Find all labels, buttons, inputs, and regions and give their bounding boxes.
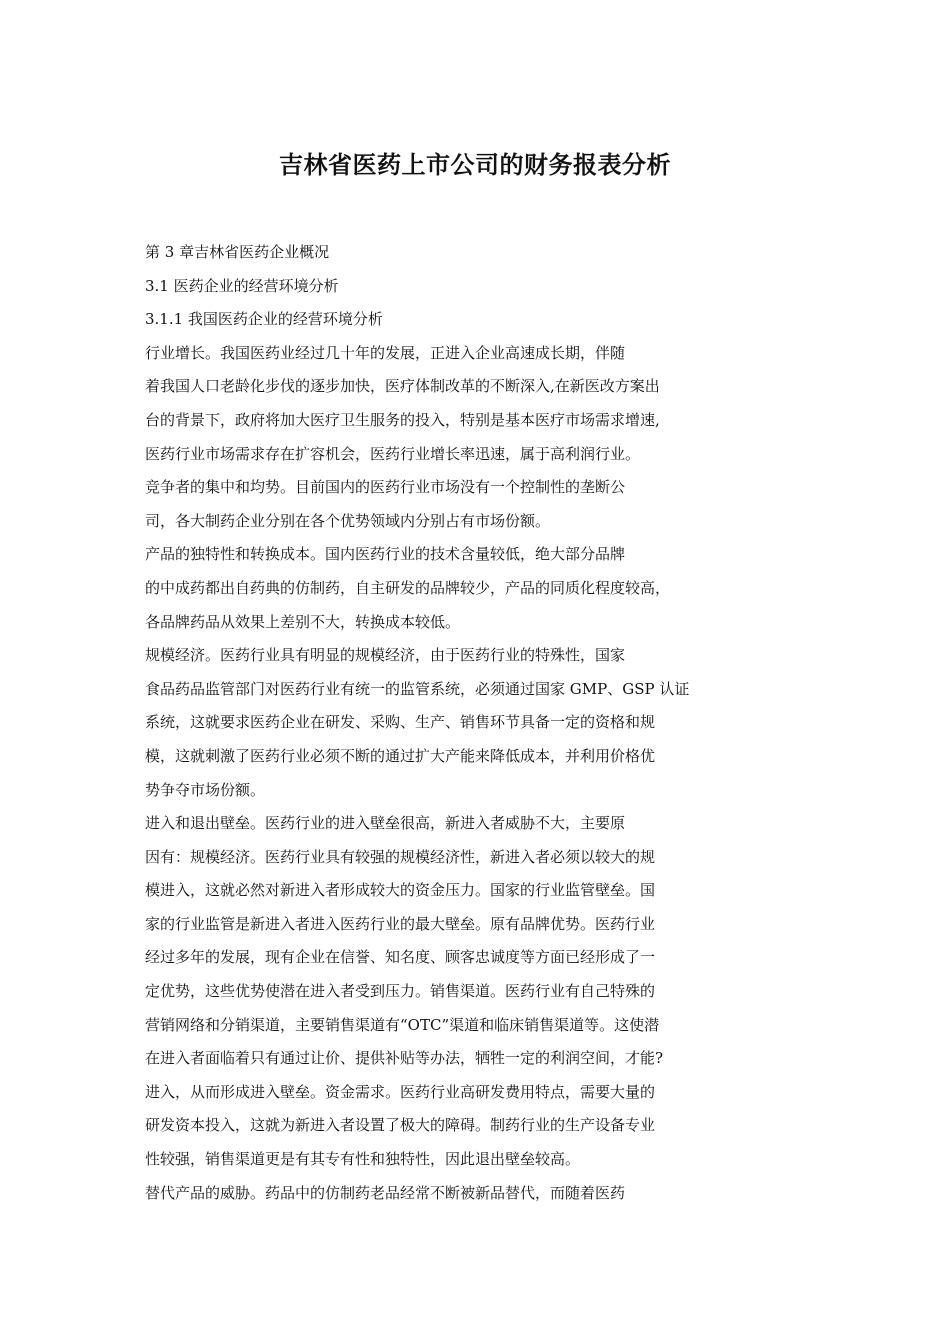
- text-line: 研发资本投入，这就为新进入者设置了极大的障碍。制药行业的生产设备专业: [145, 1116, 656, 1135]
- text-line: 模进入，这就必然对新进入者形成较大的资金压力。国家的行业监管壁垒。国: [145, 881, 656, 900]
- text-line: 食品药品监管部门对医药行业有统一的监管系统，必须通过国家 GMP、GSP 认证: [145, 679, 690, 698]
- text-line: 势争夺市场份额。: [145, 780, 266, 799]
- text-line: 第 3 章吉林省医药企业概况: [145, 243, 330, 261]
- text-line: 性较强，销售渠道更是有其专有性和独特性，因此退出壁垒较高。: [145, 1150, 581, 1169]
- text-line: 台的背景下，政府将加大医疗卫生服务的投入，特别是基本医疗市场需求增速,: [145, 410, 660, 429]
- text-line: 医药行业市场需求存在扩容机会，医药行业增长率迅速，属于高利润行业。: [145, 444, 641, 463]
- text-line: 营销网络和分销渠道，主要销售渠道有“OTC”渠道和临床销售渠道等。这使潜: [145, 1015, 660, 1034]
- text-line: 产品的独特性和转换成本。国内医药行业的技术含量较低，绝大部分品牌: [145, 545, 626, 564]
- text-line: 家的行业监管是新进入者进入医药行业的最大壁垒。原有品牌优势。医药行业: [145, 914, 656, 933]
- text-line: 3.1 医药企业的经营环境分析: [145, 276, 339, 295]
- text-line: 因有：规模经济。医药行业具有较强的规模经济性，新进入者必须以较大的规: [145, 847, 656, 866]
- text-line: 在进入者面临着只有通过让价、提供补贴等办法，牺牲一定的利润空间，才能?: [145, 1049, 664, 1068]
- text-line: 定优势，这些优势使潜在进入者受到压力。销售渠道。医药行业有自己特殊的: [145, 982, 656, 1001]
- document-body: [145, 236, 765, 1210]
- text-line: 规模经济。医药行业具有明显的规模经济，由于医药行业的特殊性，国家: [145, 646, 626, 665]
- document-title: 吉林省医药上市公司的财务报表分析: [279, 150, 671, 180]
- text-line: 的中成药都出自药典的仿制药，自主研发的品牌较少，产品的同质化程度较高，: [145, 578, 671, 597]
- text-line: 司，各大制药企业分别在各个优势领域内分别占有市场份额。: [145, 511, 551, 530]
- text-line: 替代产品的威胁。药品中的仿制药老品经常不断被新品替代，而随着医药: [145, 1183, 626, 1202]
- text-line: 系统，这就要求医药企业在研发、采购、生产、销售环节具备一定的资格和规: [145, 713, 656, 732]
- text-line: 3.1.1 我国医药企业的经营环境分析: [145, 310, 383, 329]
- text-line: 各品牌药品从效果上差别不大，转换成本较低。: [145, 612, 461, 631]
- text-line: 着我国人口老龄化步伐的逐步加快，医疗体制改革的不断深入,在新医改方案出: [145, 377, 660, 396]
- text-line: 进入，从而形成进入壁垒。资金需求。医药行业高研发费用特点，需要大量的: [145, 1082, 656, 1101]
- text-line: 行业增长。我国医药业经过几十年的发展，正进入企业高速成长期，伴随: [145, 343, 626, 362]
- text-line: 经过多年的发展，现有企业在信誉、知名度、顾客忠诚度等方面已经形成了一: [145, 948, 656, 967]
- text-line: 模，这就刺激了医药行业必须不断的通过扩大产能来降低成本，并利用价格优: [145, 746, 656, 765]
- text-line: 进入和退出壁垒。医药行业的进入壁垒很高，新进入者威胁不大，主要原: [145, 814, 626, 833]
- text-line: 竞争者的集中和均势。目前国内的医药行业市场没有一个控制性的垄断公: [145, 478, 626, 497]
